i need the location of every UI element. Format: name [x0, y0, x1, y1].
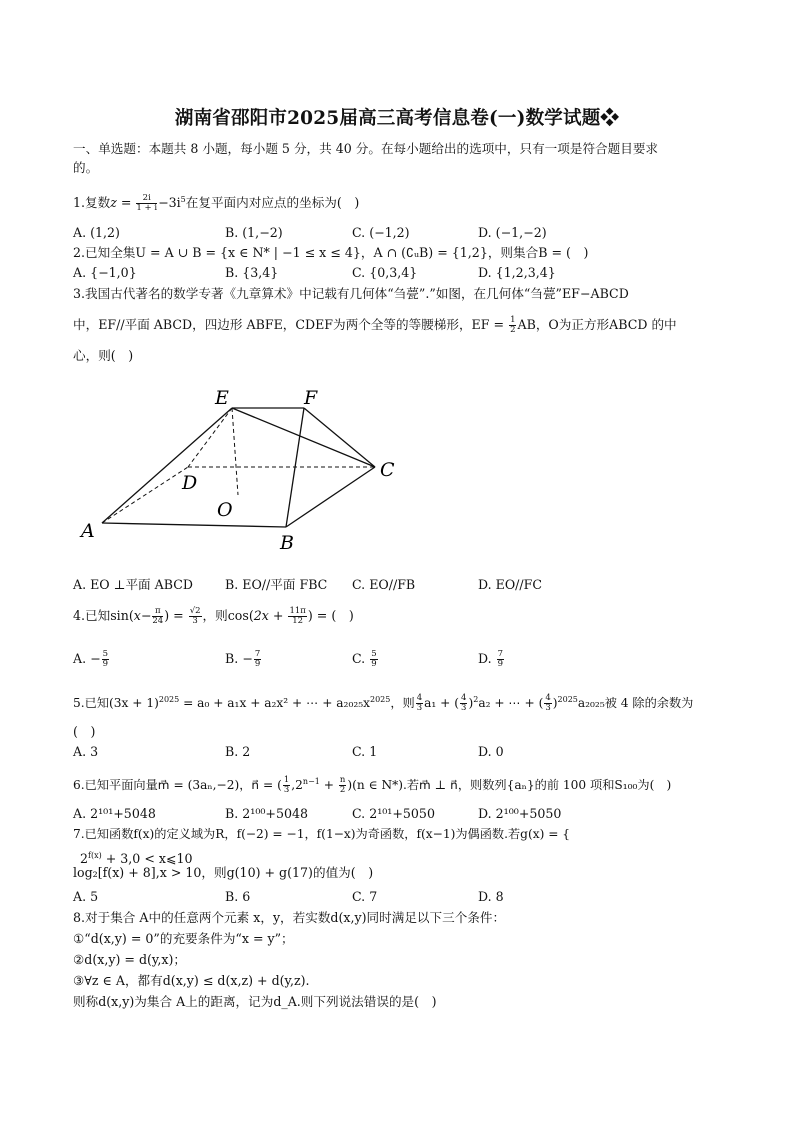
- question-8-condition-1: ①“d(x,y) = 0”的充要条件为“x = y”；: [73, 931, 294, 946]
- question-4-stem: 4.已知sin(x− $\frac{\pi}{24}$ ) = $\frac{√2}{3}$ ，则cos(2x + $\frac{11\pi}{12}$ ) = ( ): [73, 606, 354, 626]
- section-heading: 一、单选题：本题共 8 小题，每小题 5 分，共 40 分。在每小题给出的选项中，只有一项是符合题目要求: [73, 141, 659, 156]
- option-a[interactable]: A. EO ⊥平面 ABCD: [73, 577, 193, 592]
- label-b: B: [280, 532, 294, 554]
- option-b[interactable]: B. 2¹⁰⁰+5048: [225, 806, 309, 821]
- option-a[interactable]: A. (1,2): [73, 225, 120, 240]
- question-7-piece1: $2^{f(x)} + 3,0$ < x⩽10: [80, 851, 193, 867]
- question-7-stem-line1: 7.已知函数f(x)的定义域为R，f(−2) = −1，f(1−x)为奇函数，f(x−1)为偶函数.若g(x) = {: [73, 827, 571, 841]
- geometry-figure: [70, 383, 410, 563]
- option-b[interactable]: B. (1,−2): [225, 225, 283, 240]
- question-8-condition-2: ②d(x,y) = d(y,x)；: [73, 952, 186, 967]
- question-8-condition-3: ③∀z ∈ A，都有d(x,y) ≤ d(x,z) + d(y,z).: [73, 973, 310, 988]
- edge-ae: [102, 408, 232, 523]
- option-b[interactable]: B. 2: [225, 744, 251, 759]
- label-d: D: [182, 472, 198, 494]
- option-d[interactable]: D. 2¹⁰⁰+5050: [478, 806, 562, 821]
- option-c[interactable]: C. EO//FB: [352, 577, 416, 592]
- option-b[interactable]: B. EO//平面 FBC: [225, 577, 328, 592]
- question-1-stem: 1.复数z = $\frac{2i}{1 + i}$ $-3i^5$在复平面内对应点的坐标为( ): [73, 193, 360, 214]
- edge-ec: [232, 408, 375, 467]
- question-5-stem: 5.已知$(3x + 1)^{2025} = a_0 + a_1x + a_2x^2$ + ⋯ + $a_{2025}x^{2025}$，则 $\frac{4}{3}$ a₁ + ( $\frac{4}{3}$ )$^2$a₂ + ⋯ + ( $\frac{4}{3}$ )$^{2025}$a₂₀₂₅被 4 除的余数为: [73, 693, 694, 714]
- label-c: C: [380, 459, 395, 481]
- question-3-stem-line2: 中，EF//平面 ABCD，四边形 ABFE，CDEF为两个全等的等腰梯形，EF = $\frac{1}{2}$ AB，O为正方形ABCD 的中: [73, 315, 677, 335]
- label-o: O: [217, 499, 233, 521]
- label-a: A: [81, 520, 95, 542]
- option-b[interactable]: B. − $\frac{7}{9}$: [225, 649, 261, 669]
- option-d[interactable]: D. EO//FC: [478, 577, 543, 592]
- question-3-stem-line1: 3.我国古代著名的数学专著《九章算术》中记载有几何体“刍甍”.”如图，在几何体“刍甍”EF−ABCD: [73, 286, 629, 301]
- page-title: 湖南省邵阳市2025届高三高考信息卷(一)数学试题❖: [174, 108, 620, 129]
- option-d[interactable]: D. 8: [478, 889, 504, 904]
- option-b[interactable]: B. {3,4}: [225, 265, 279, 280]
- option-a[interactable]: A. {−1,0}: [73, 265, 137, 280]
- question-2-stem: 2.已知全集U = A ∪ B = {x ∈ N* | −1 ≤ x ≤ 4}，A ∩ (∁ᵤB) = {1,2}，则集合B = ( ): [73, 245, 589, 260]
- question-5-stem-cont: ( ): [73, 724, 96, 739]
- edge-ad: [102, 467, 188, 523]
- question-8-stem-last: 则称d(x,y)为集合 A上的距离，记为d_A.则下列说法错误的是( ): [73, 994, 437, 1009]
- edge-cb: [286, 467, 375, 527]
- edge-ed: [188, 408, 232, 467]
- question-8-stem-line1: 8.对于集合 A中的任意两个元素 x，y，若实数d(x,y)同时满足以下三个条件：: [73, 910, 506, 925]
- option-c[interactable]: C. 2¹⁰¹+5050: [352, 806, 435, 821]
- option-c[interactable]: C. (−1,2): [352, 225, 410, 240]
- option-d[interactable]: D. {1,2,3,4}: [478, 265, 556, 280]
- option-d[interactable]: D. (−1,−2): [478, 225, 547, 240]
- option-d[interactable]: D. 0: [478, 744, 504, 759]
- label-e: E: [215, 387, 229, 409]
- option-a[interactable]: A. 3: [73, 744, 99, 759]
- option-c[interactable]: C. 1: [352, 744, 378, 759]
- option-c[interactable]: C. $\frac{5}{9}$: [352, 649, 377, 669]
- label-f: F: [304, 387, 318, 409]
- option-a[interactable]: A. − $\frac{5}{9}$: [73, 649, 109, 669]
- option-c[interactable]: C. 7: [352, 889, 378, 904]
- option-a[interactable]: A. 5: [73, 889, 99, 904]
- section-heading-cont: 的。: [73, 160, 99, 175]
- question-6-stem: 6.已知平面向量m⃗ = (3aₙ,−2)，n⃗ = ( $\frac{1}{3}$ $,2^{n-1}$ + $\frac{n}{2}$ )(n ∈ N*).若m⃗ ⊥ n⃗，则数列{aₙ}的前 100 项和S₁₀₀为( ): [73, 775, 672, 796]
- option-b[interactable]: B. 6: [225, 889, 251, 904]
- edge-fc: [304, 408, 375, 467]
- question-3-stem-line3: 心，则( ): [73, 348, 134, 363]
- option-a[interactable]: A. 2¹⁰¹+5048: [73, 806, 156, 821]
- question-7-piece2: log₂[f(x) + 8],x > 10，则g(10) + g(17)的值为( ): [73, 865, 374, 880]
- option-d[interactable]: D. $\frac{7}{9}$: [478, 649, 504, 669]
- option-c[interactable]: C. {0,3,4}: [352, 265, 418, 280]
- edge-ab: [102, 523, 286, 527]
- segment-eo: [232, 408, 238, 495]
